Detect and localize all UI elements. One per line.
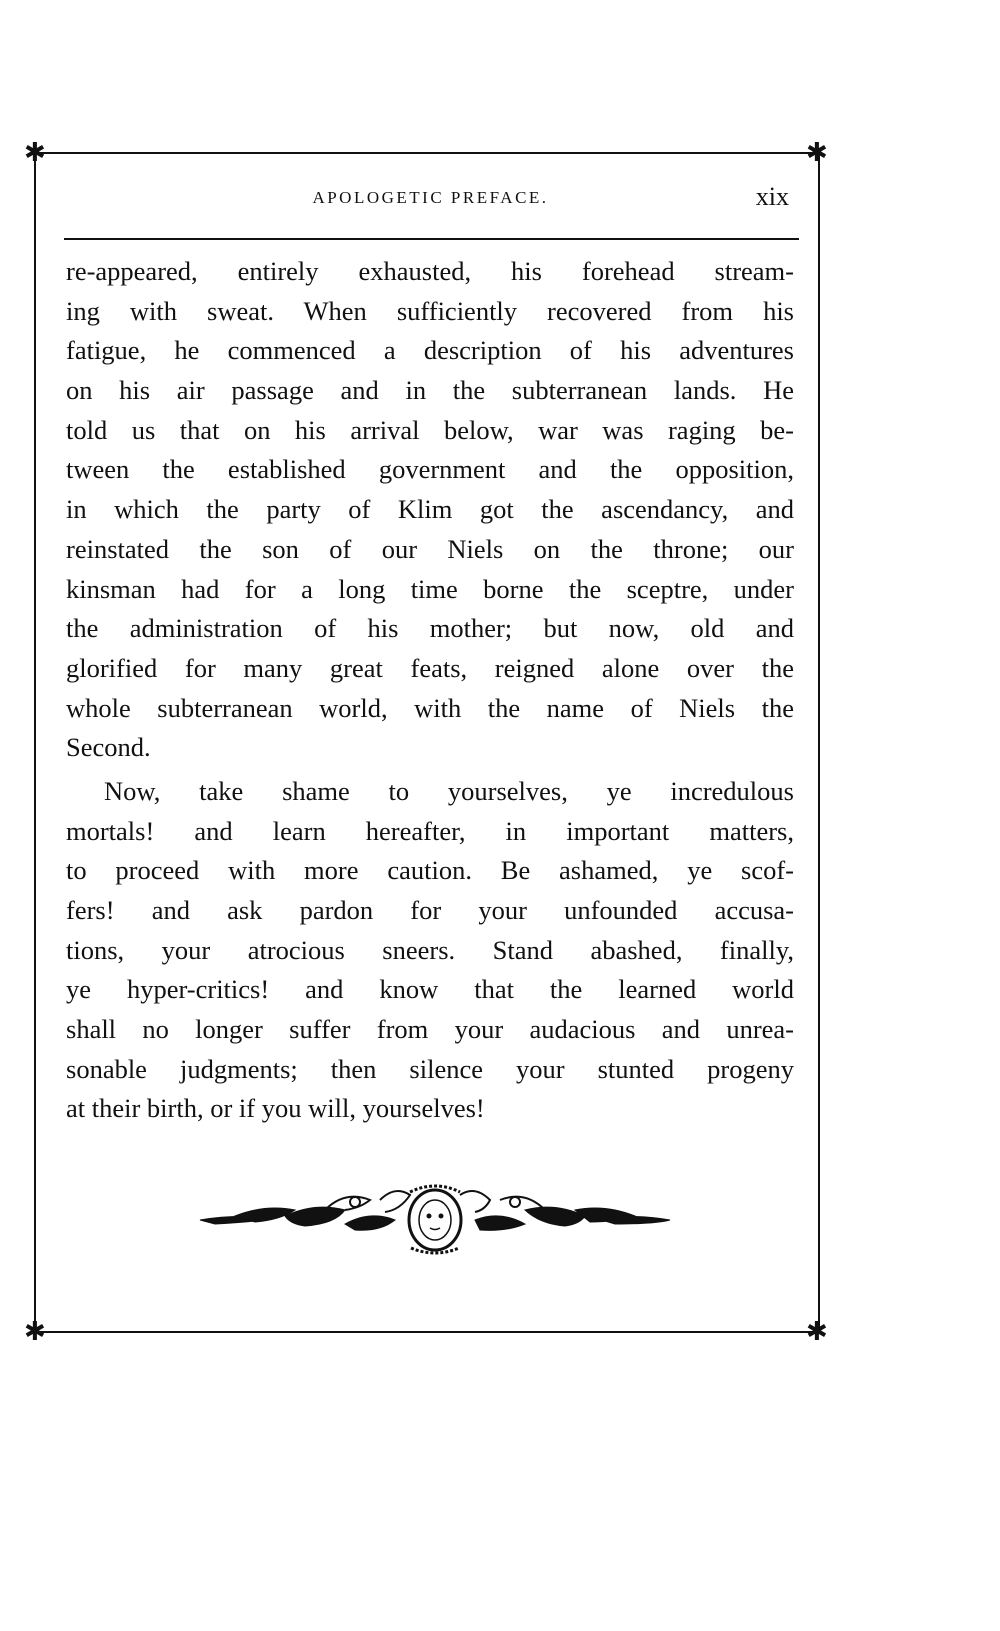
paragraph <box>66 772 794 1129</box>
corner-star-icon: ✱ <box>24 1317 46 1347</box>
text-line: told us that on his arrival below, war was raging be- <box>66 414 794 445</box>
text-line: reinstated the son of our Niels on the throne; our <box>66 533 794 564</box>
text-line: glorified for many great feats, reigned alone over the <box>66 652 794 683</box>
body-text <box>66 252 794 1129</box>
page-header <box>64 182 797 222</box>
text-line: shall no longer suffer from your audacious and unrea- <box>66 1014 794 1045</box>
text-line: re-appeared, entirely exhausted, his forehead stream- <box>66 256 794 286</box>
page-number: xix <box>755 182 789 211</box>
text-line: tions, your atrocious sneers. Stand abashed, finally, <box>66 934 794 965</box>
text-line: Second. <box>66 732 151 763</box>
border-right <box>818 152 820 1333</box>
text-line: sonable judgments; then silence your stunted progeny <box>66 1053 794 1084</box>
corner-star-icon: ✱ <box>806 138 828 168</box>
text-line: mortals! and learn hereafter, in important matters, <box>66 815 794 846</box>
text-line: fers! and ask pardon for your unfounded accusa- <box>66 895 794 925</box>
text-line: kinsman had for a long time borne the sceptre, under <box>66 573 794 604</box>
text-line: the administration of his mother; but now, old and <box>66 613 794 644</box>
text-line: ye hyper-critics! and know that the learned world <box>66 974 794 1005</box>
text-line: whole subterranean world, with the name of Niels the <box>66 692 794 723</box>
border-bottom <box>34 1331 820 1333</box>
text-line: Now, take shame to yourselves, ye incredulous <box>104 775 794 806</box>
paragraph <box>66 252 794 768</box>
border-top <box>34 152 820 154</box>
border-left <box>34 152 36 1333</box>
text-line: in which the party of Klim got the ascendancy, and <box>66 494 794 525</box>
corner-star-icon: ✱ <box>24 138 46 168</box>
header-rule <box>64 238 799 240</box>
running-head: APOLOGETIC PREFACE. <box>312 188 549 207</box>
text-line: on his air passage and in the subterranean lands. He <box>66 375 794 406</box>
text-line: to proceed with more caution. Be ashamed, ye scof- <box>66 855 794 886</box>
text-line: at their birth, or if you will, yourselves! <box>66 1093 485 1124</box>
scroll-vignette-icon <box>195 1180 675 1255</box>
text-line: ing with sweat. When sufficiently recovered from his <box>66 295 794 326</box>
text-line: tween the established government and the opposition, <box>66 454 794 485</box>
text-line: fatigue, he commenced a description of his adventures <box>66 335 794 366</box>
corner-star-icon: ✱ <box>806 1317 828 1347</box>
